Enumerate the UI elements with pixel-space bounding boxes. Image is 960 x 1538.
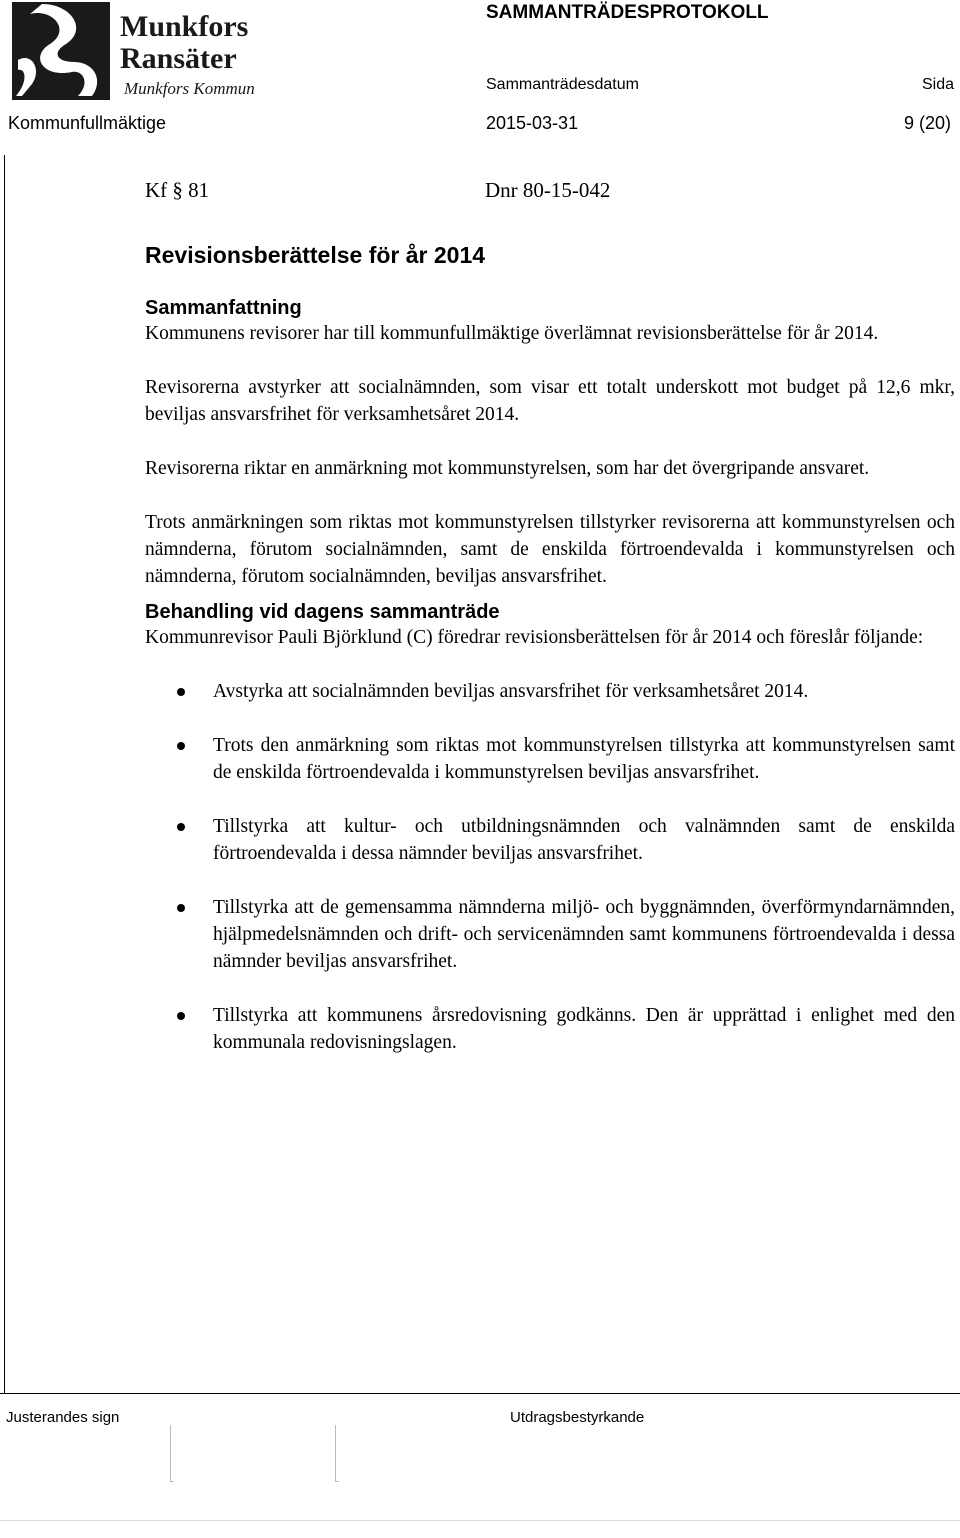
reference-row	[145, 178, 955, 208]
logo-line2: Ransäter	[120, 42, 237, 75]
summary-heading: Sammanfattning	[145, 297, 302, 319]
justerande-label: Justerandes sign	[6, 1409, 120, 1426]
proposal-text: Trots den anmärkning som riktas mot kommunstyrelsen tillstyrka att kommunstyrelsen samt de enskilda förtroendevalda i kommunstyrelsen beviljas ansvarsfrihet.	[213, 735, 955, 783]
page-title: Revisionsberättelse för år 2014	[145, 242, 486, 268]
signature-box-divider	[170, 1425, 171, 1481]
bullet-icon	[177, 904, 185, 912]
utdrag-label: Utdragsbestyrkande	[510, 1409, 645, 1426]
signature-box-divider	[335, 1481, 339, 1482]
meeting-heading: Behandling vid dagens sammanträde	[145, 601, 500, 623]
logo-emblem-icon	[12, 0, 282, 104]
list-item	[145, 813, 955, 867]
date-label: Sammanträdesdatum	[486, 76, 639, 93]
organ-name: Kommunfullmäktige	[8, 113, 167, 133]
proposal-text: Avstyrka att socialnämnden beviljas ansvarsfrihet för verksamhetsåret 2014.	[213, 681, 809, 702]
page-number: 9 (20)	[904, 113, 952, 133]
list-item	[145, 894, 955, 975]
proposal-text: Tillstyrka att de gemensamma nämnderna miljö- och byggnämnden, överförmyndarnämnden, hjälpmedelsnämnden och drift- och servicenämnden samt kommunens förtroendevalda i dessa nämnder beviljas ansvarsfrihet.	[213, 897, 955, 972]
logo-line1: Munkfors	[120, 10, 249, 43]
page-label: Sida	[922, 76, 955, 93]
proposal-text: Tillstyrka att kultur- och utbildningsnämnden och valnämnden samt de enskilda förtroendevalda i dessa nämnder beviljas ansvarsfrihet.	[213, 816, 955, 864]
signature-box-divider	[170, 1481, 174, 1482]
summary-paragraph: Trots anmärkningen som riktas mot kommunstyrelsen tillstyrker revisorerna att kommunstyrelsen och nämnderna, förutom socialnämnden, samt de enskilda förtroendevalda i kommunstyrelsen och nämnderna, förutom socialnämnden, beviljas ansvarsfrihet.	[145, 512, 955, 587]
signature-box-divider	[335, 1425, 336, 1481]
margin-rule	[4, 155, 5, 1393]
municipality-logo	[12, 0, 282, 104]
bullet-icon	[177, 823, 185, 831]
logo-tagline: Munkfors Kommun	[124, 79, 255, 98]
list-item	[145, 732, 955, 786]
diary-number: Dnr 80-15-042	[485, 178, 611, 202]
protocol-body	[145, 178, 955, 1083]
document-type: SAMMANTRÄDESPROTOKOLL	[486, 2, 769, 23]
bullet-icon	[177, 742, 185, 750]
meeting-date: 2015-03-31	[486, 113, 579, 133]
proposal-text: Tillstyrka att kommunens årsredovisning godkänns. Den är upprättad i enlighet med den kommunala redovisningslagen.	[213, 1005, 955, 1053]
summary-paragraph: Revisorerna avstyrker att socialnämnden, som visar ett totalt underskott mot budget på 12,6 mkr, beviljas ansvarsfrihet för verksamhetsåret 2014.	[145, 377, 955, 425]
meeting-intro: Kommunrevisor Pauli Björklund (C) föredrar revisionsberättelsen för år 2014 och föreslår följande:	[145, 627, 924, 648]
summary-paragraph: Revisorerna riktar en anmärkning mot kommunstyrelsen, som har det övergripande ansvaret.	[145, 458, 870, 479]
bullet-icon	[177, 1012, 185, 1020]
summary-paragraph: Kommunens revisorer har till kommunfullmäktige överlämnat revisionsberättelse för år 2014.	[145, 323, 879, 344]
proposal-list	[145, 678, 955, 1056]
footer-divider	[0, 1393, 960, 1394]
list-item	[145, 678, 955, 705]
paragraph-reference: Kf § 81	[145, 178, 210, 202]
bullet-icon	[177, 688, 185, 696]
list-item	[145, 1002, 955, 1056]
page-bottom-rule	[0, 1520, 960, 1521]
